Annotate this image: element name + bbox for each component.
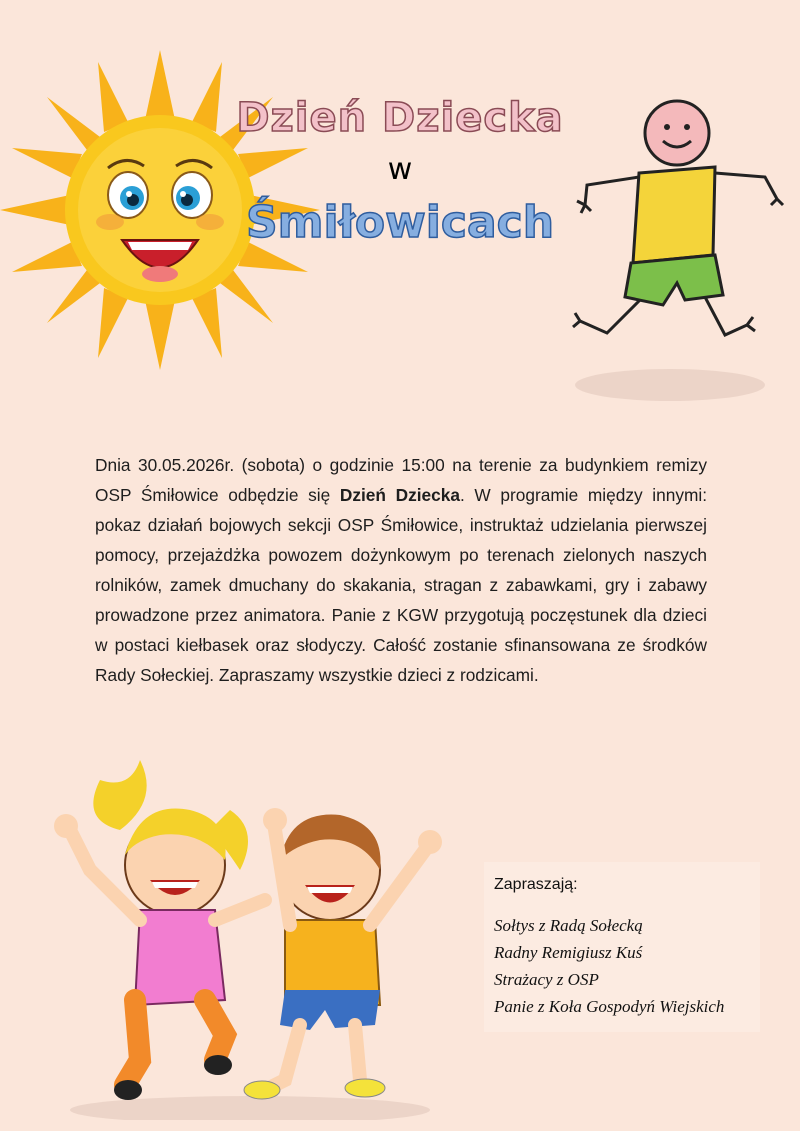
jumping-kid-illustration — [565, 95, 795, 415]
description-part-2: . W programie między innymi: pokaz działań bojowych sekcji OSP Śmiłowice, instruktaż udzielania pierwszej pomocy, przejażdżka powozem dożynkowym po terenach zielonych naszych rolników, zamek dmuchany do skakania, stragan z zabawkami, gry i zabawy prowadzone przez animatora. Panie z KGW przygotują poczęstunek dla dzieci w postaci kiełbasek oraz słodyczy. Całość zostanie sfinansowana ze środków Rady Sołeckiej. Zapraszamy wszystkie dzieci z rodzicami. — [95, 485, 707, 685]
poster-title — [210, 95, 590, 248]
title-line-2: w — [387, 152, 413, 187]
invite-list — [494, 912, 724, 1020]
invite-item: Strażacy z OSP — [494, 970, 599, 989]
description-part-1: Dnia 30.05.2026r. (sobota) o godzinie 15:00 na terenie za budynkiem remizy OSP Śmiłowice odbędzie się — [95, 455, 707, 505]
description-highlight: Dzień Dziecka — [339, 485, 460, 505]
event-description — [95, 450, 707, 690]
title-line-3: Śmiłowicach — [245, 197, 555, 248]
invite-item: Sołtys z Radą Sołecką — [494, 916, 643, 935]
invite-item: Radny Remigiusz Kuś — [494, 943, 643, 962]
invite-heading: Zapraszają: — [494, 876, 578, 893]
invite-item: Panie z Koła Gospodyń Wiejskich — [494, 997, 725, 1016]
children-illustration — [40, 760, 460, 1120]
title-line-1: Dzień Dziecka — [236, 95, 564, 141]
